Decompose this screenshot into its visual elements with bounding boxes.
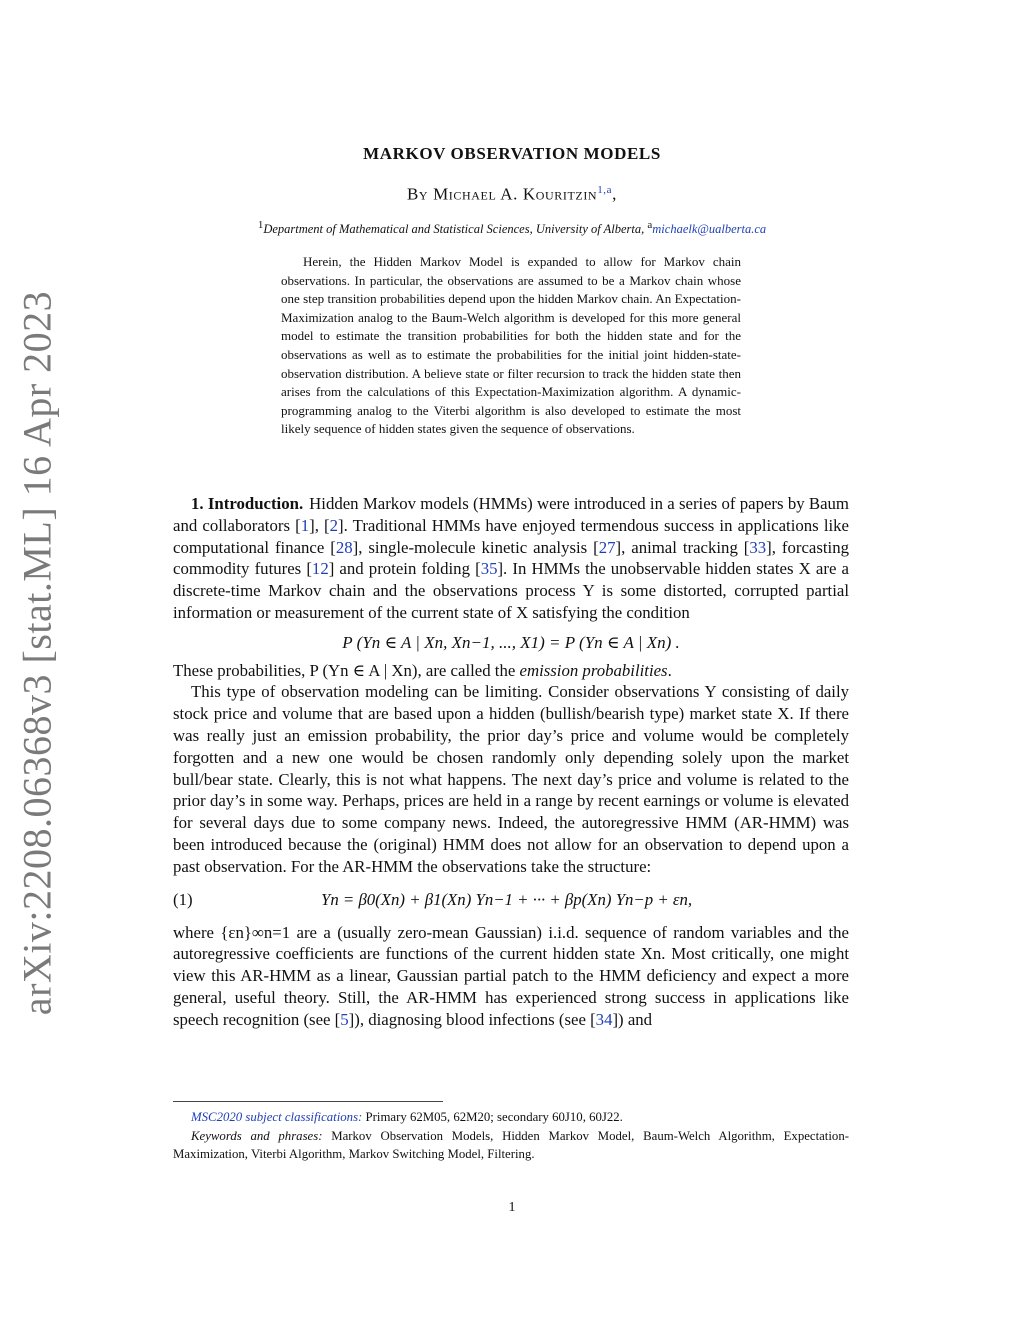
keywords-footnote: Keywords and phrases: Markov Observation Models, Hidden Markov Model, Baum-Welch Algorithm, Expectation-Maximization, Viterbi Algorithm, Markov Switching Model, Filtering. [173,1128,849,1162]
citation-link[interactable]: 5 [340,1009,349,1029]
author-marks[interactable]: 1,a [597,184,613,196]
footnote-rule [173,1101,443,1102]
msc-footnote: MSC2020 subject classifications: Primary 62M05, 62M20; secondary 60J10, 60J22. [191,1110,623,1124]
ar-hmm-equation: Yn = β0(Xn) + β1(Xn) Yn−1 + ··· + βp(Xn) Yn−p + εn, [321,889,693,909]
byline-suffix: , [612,184,617,204]
citation-link[interactable]: 2 [329,515,339,535]
author-email-link[interactable]: michaelk@ualberta.ca [652,222,767,237]
affiliation-dept: Department of Mathematical and Statistical Sciences, University of Alberta, [263,222,645,237]
msc-link[interactable]: MSC2020 subject classifications: [191,1110,363,1124]
arxiv-sidebar-stamp [12,290,62,1016]
citation-link[interactable]: 34 [595,1009,613,1029]
intro-paragraph-2: These probabilities, P (Yn ∈ A | Xn), are called the emission probabilities. [173,660,672,680]
intro-paragraph-1: 1. Introduction. Hidden Markov models (HMMs) were introduced in a series of papers by Baum and collaborators [1], [2]. Traditional HMMs have enjoyed termendous success in applications like computational finance [28], single-molecule kinetic analysis [27], animal tracking [33], forcasting commodity futures [12] and protein folding [35]. In HMMs the unobservable hidden states X are a discrete-time Markov chain and the observations process Y is some distorted, corrupted partial information or measurement of the current state of X satisfying the condition [173,494,850,622]
byline-prefix: By [406,184,429,204]
main-body [173,493,849,1031]
arxiv-id-text: arXiv:2208.06368v3 [stat.ML] 16 Apr 2023 [14,290,60,1016]
affiliation-mark-1: 1 [257,219,264,231]
section-heading: 1. Introduction. [191,494,304,513]
emission-condition-equation: P (Yn ∈ A | Xn, Xn−1, ..., X1) = P (Yn ∈ A | Xn) . [342,632,680,652]
citation-link[interactable]: 1 [300,515,310,535]
equation-1-row [173,886,849,914]
paper-title: MARKOV OBSERVATION MODELS [363,144,661,163]
intro-paragraph-3: This type of observation modeling can be limiting. Consider observations Y consisting of daily stock price and volume that are based upon a hidden (bullish/bearish type) market state X. If there was really just an emission probability, the prior day’s price and volume would be completely forgotten and a new one would be chosen randomly only depending solely upon the market bull/bear state. Clearly, this is not what happens. The next day’s price and volume is related to the prior day’s in some way. Perhaps, prices are held in a range by recent earnings or volume is elevated for several days due to some company news. Indeed, the autoregressive HMM (AR-HMM) was been introduced because the (original) HMM does not allow for an observation to depend upon a past observation. For the AR-HMM the observations take the structure: [173,682,849,876]
emphasis-text: emission probabilities [519,660,668,680]
affiliation-mark-a: a [647,219,653,231]
citation-link[interactable]: 27 [598,537,616,557]
citation-link[interactable]: 35 [480,559,498,579]
byline [0,184,1024,205]
citation-link[interactable]: 33 [749,537,767,557]
affiliation [0,219,1024,237]
keywords-label: Keywords and phrases: [191,1128,323,1143]
page-number: 1 [508,1200,516,1215]
equation-number: (1) [173,889,193,909]
author-name: Michael A. Kouritzin [433,184,598,204]
citation-link[interactable]: 12 [311,559,329,579]
intro-paragraph-4: where {εn}∞n=1 are a (usually zero-mean Gaussian) i.i.d. sequence of random variables and the autoregressive coefficients are functions of the current hidden state Xn. Most critically, one might view this AR-HMM as a linear, Gaussian partial patch to the HMM deficiency and expect a more general, useful theory. Still, the AR-HMM has experienced strong success in applications like speech recognition (see [5]), diagnosing blood infections (see [34]) and [173,922,849,1029]
footnotes [173,1108,849,1164]
citation-link[interactable]: 28 [335,537,353,557]
abstract: Herein, the Hidden Markov Model is expanded to allow for Markov chain observations. In particular, the observations are assumed to be a Markov chain whose one step transition probabilities depend upon the hidden Markov chain. An Expectation-Maximization analog to the Baum-Welch algorithm is developed for this more general model to estimate the transition probabilities for both the hidden state and for the observations as well as to estimate the probabilities for the initial joint hidden-state-observation distribution. A believe state or filter recursion to track the hidden state then arises from the calculations of this Expectation-Maximization algorithm. A dynamic-programming analog to the Viterbi algorithm is also developed to estimate the most likely sequence of hidden states given the sequence of observations. [281,254,741,437]
